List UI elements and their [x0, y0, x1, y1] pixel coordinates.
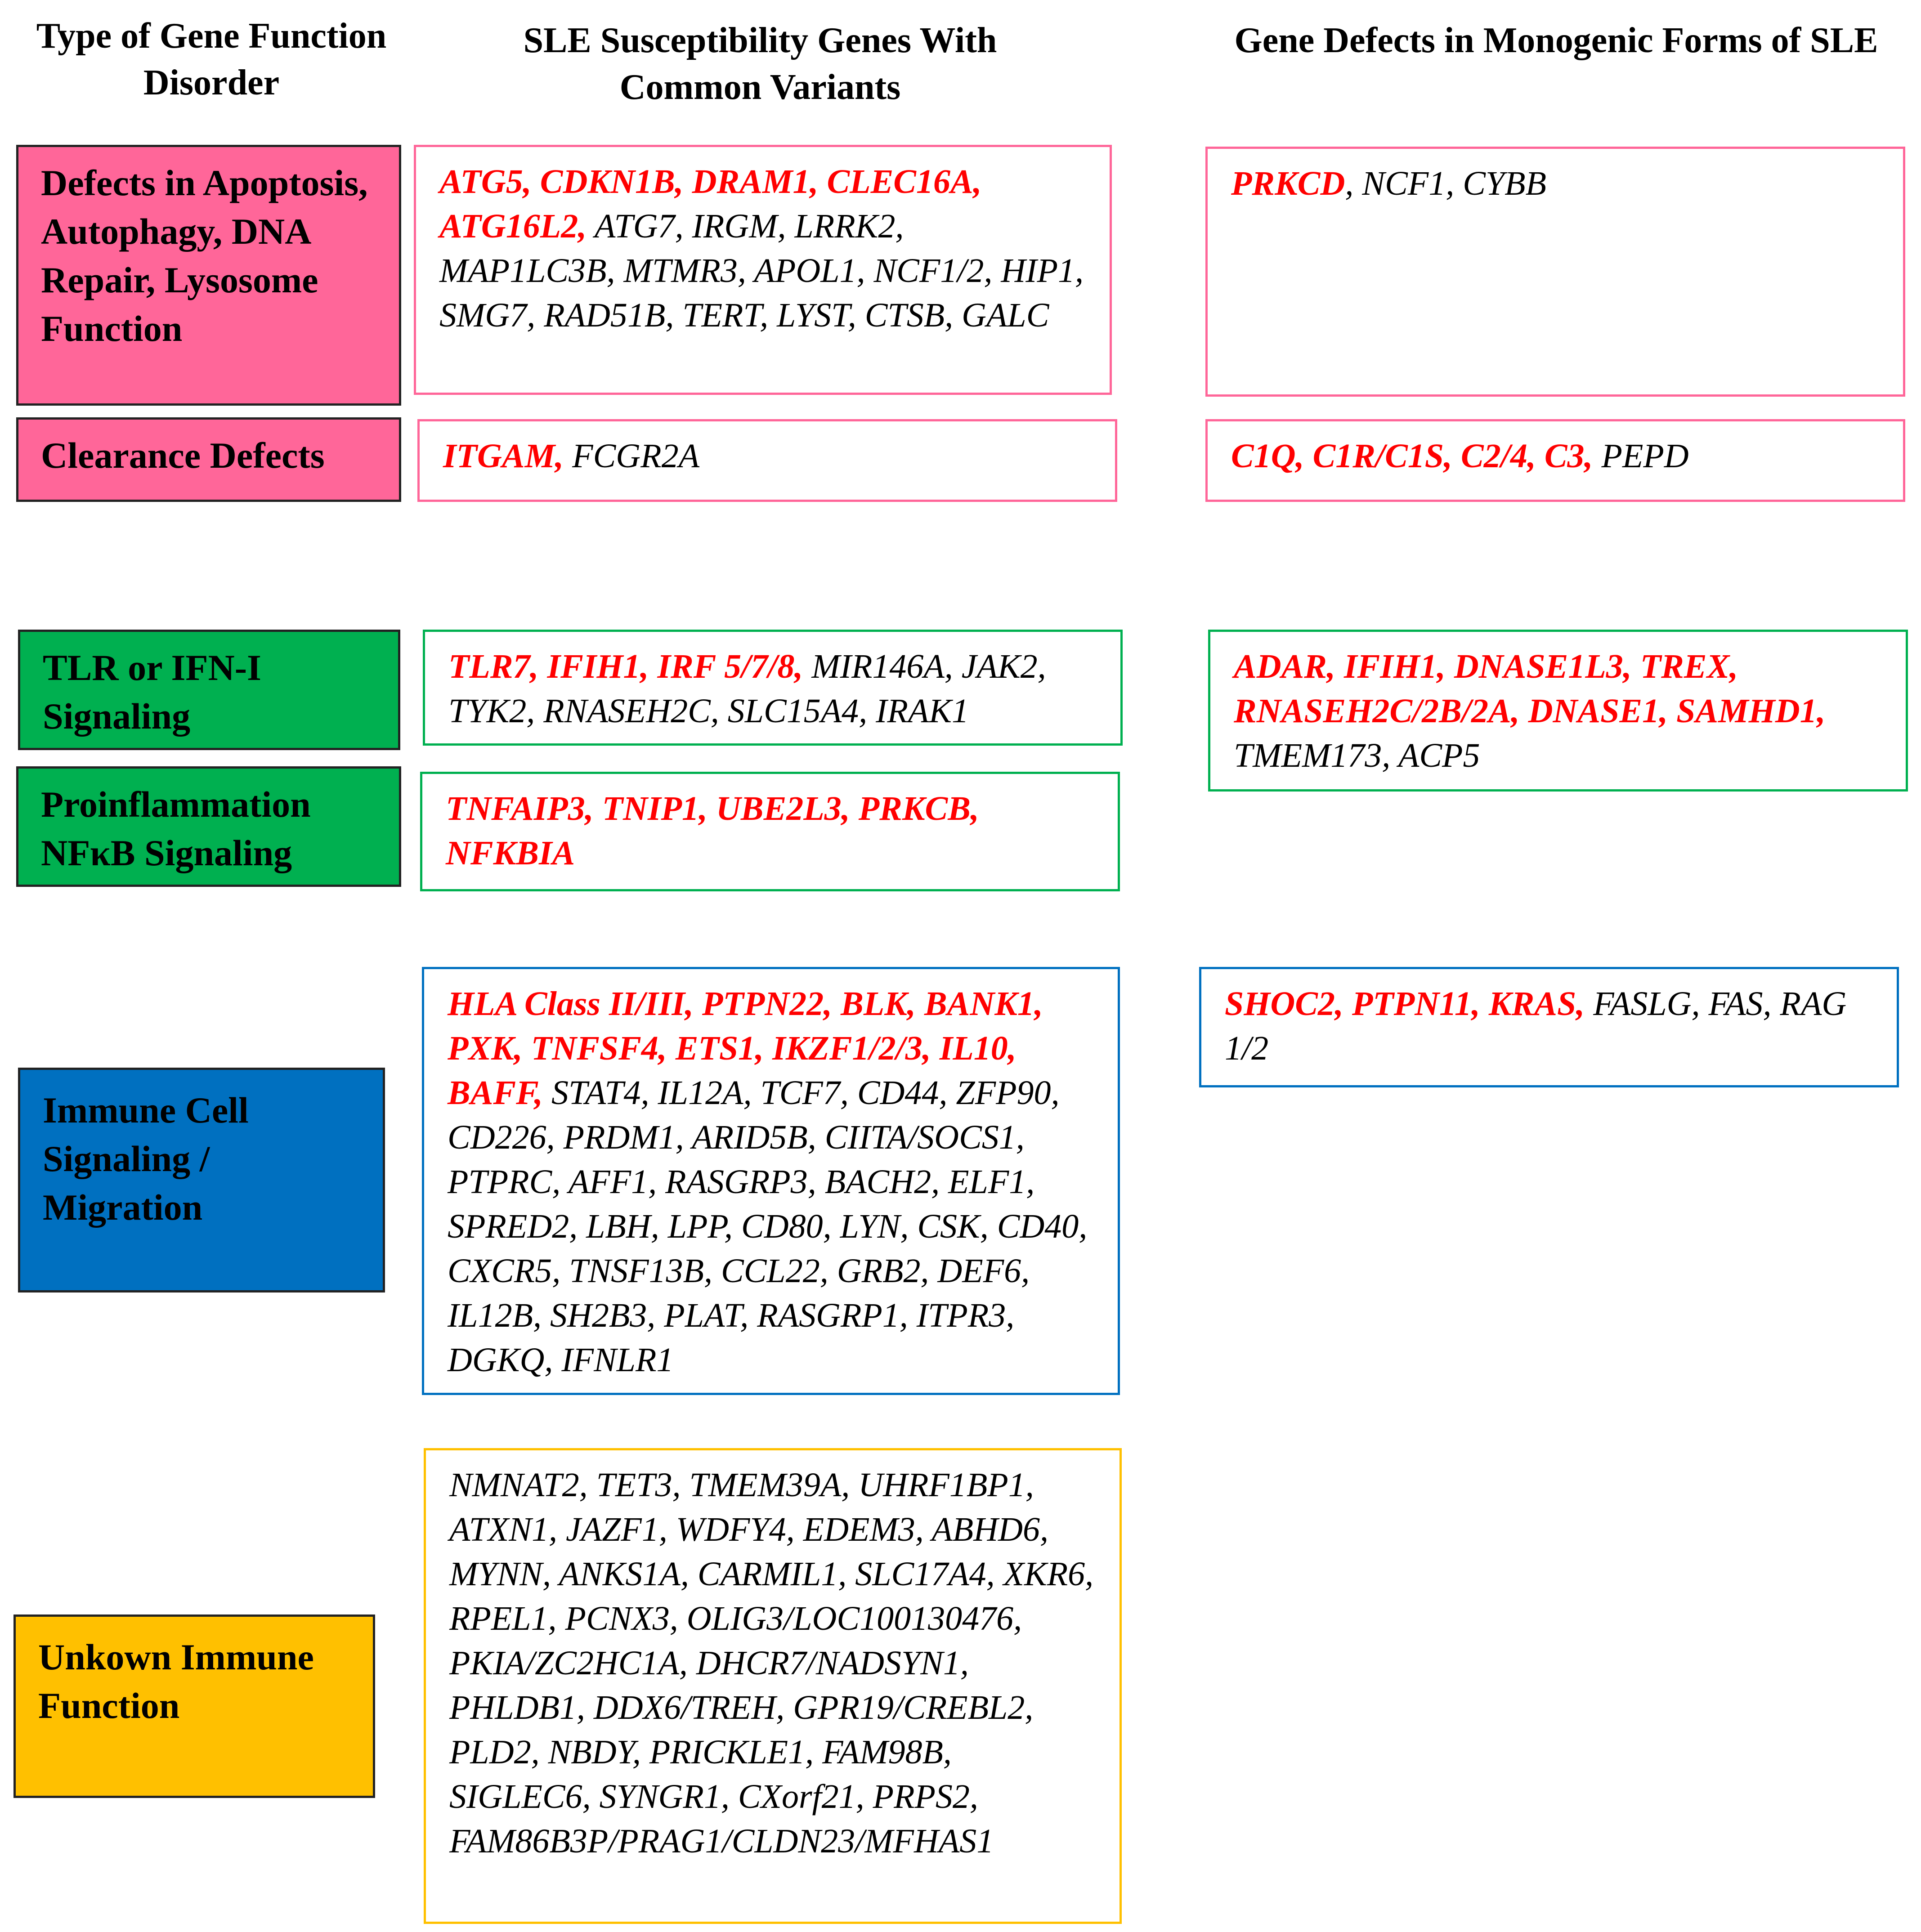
susceptibility-genes-tlr: [423, 630, 1123, 746]
category-apoptosis: Defects in Apoptosis, Autophagy, DNA Repair, Lysosome Function: [16, 145, 401, 406]
other-genes: , NCF1, CYBB: [1345, 165, 1547, 202]
other-genes: ATG7, IRGM, LRRK2, MAP1LC3B, MTMR3, APOL1, NCF1/2, HIP1, SMG7, RAD51B, TERT, LYST, CTSB, GALC: [439, 207, 1084, 334]
susceptibility-genes-clearance: [417, 419, 1117, 502]
susceptibility-genes-immune: [422, 967, 1120, 1395]
susceptibility-genes-unknown: [424, 1448, 1122, 1924]
highlighted-genes: ITGAM,: [443, 437, 564, 475]
column-header-susceptibility-genes: SLE Susceptibility Genes With Common Variants: [523, 21, 997, 107]
category-immune-cell: Immune Cell Signaling / Migration: [18, 1068, 385, 1292]
highlighted-genes: HLA Class II/III, PTPN22, BLK, BANK1, PXK, TNFSF4, ETS1, IKZF1/2/3, IL10, BAFF,: [448, 985, 1043, 1112]
highlighted-genes: SHOC2, PTPN11, KRAS,: [1225, 985, 1585, 1023]
highlighted-genes: PRKCD: [1231, 165, 1345, 202]
monogenic-genes-apoptosis: [1205, 147, 1905, 397]
highlighted-genes: ATG5, CDKN1B, DRAM1, CLEC16A, ATG16L2,: [439, 163, 982, 245]
category-tlr-ifn: TLR or IFN-I Signaling: [18, 630, 400, 750]
other-genes: NMNAT2, TET3, TMEM39A, UHRF1BP1, ATXN1, JAZF1, WDFY4, EDEM3, ABHD6, MYNN, ANKS1A, CARMIL1, SLC17A4, XKR6, RPEL1, PCNX3, OLIG3/LOC100130476, PKIA/ZC2HC1A, DHCR7/NADSYN1, PHLDB1, DDX6/TREH, GPR19/CREBL2, PLD2, NBDY, PRICKLE1, FAM98B, SIGLEC6, SYNGR1, CXorf21, PRPS2, FAM86B3P/PRAG1/CLDN23/MFHAS1: [449, 1466, 1094, 1860]
other-genes: STAT4, IL12A, TCF7, CD44, ZFP90, CD226, PRDM1, ARID5B, CIITA/SOCS1, PTPRC, AFF1, RASGRP3, BACH2, ELF1, SPRED2, LBH, LPP, CD80, LYN, CSK, CD40, CXCR5, TNSF13B, CCL22, GRB2, DEF6, IL12B, SH2B3, PLAT, RASGRP1, ITPR3, DGKQ, IFNLR1: [448, 1074, 1088, 1379]
monogenic-genes-tlr: [1208, 630, 1908, 792]
other-genes: MIR146A, JAK2, TYK2, RNASEH2C, SLC15A4, IRAK1: [448, 648, 1046, 730]
category-clearance: Clearance Defects: [16, 417, 401, 502]
susceptibility-genes-proinflammation: [420, 772, 1120, 891]
other-genes: FASLG, FAS, RAG 1/2: [1225, 985, 1847, 1067]
category-unknown-function: Unkown Immune Function: [13, 1614, 375, 1798]
monogenic-genes-clearance: [1205, 419, 1905, 502]
highlighted-genes: C1Q, C1R/C1S, C2/4, C3,: [1231, 437, 1593, 475]
highlighted-genes: TNFAIP3, TNIP1, UBE2L3, PRKCB, NFKBIA: [446, 790, 979, 872]
column-header-monogenic-defects: Gene Defects in Monogenic Forms of SLE: [1234, 21, 1878, 60]
other-genes: PEPD: [1593, 437, 1689, 475]
other-genes: TMEM173, ACP5: [1234, 737, 1480, 774]
highlighted-genes: ADAR, IFIH1, DNASE1L3, TREX, RNASEH2C/2B/2A, DNASE1, SAMHD1,: [1234, 648, 1826, 730]
category-proinflammation: Proinflammation NFκB Signaling: [16, 766, 401, 887]
highlighted-genes: TLR7, IFIH1, IRF 5/7/8,: [448, 648, 803, 685]
other-genes: FCGR2A: [564, 437, 700, 475]
susceptibility-genes-apoptosis: [414, 145, 1112, 395]
column-header-disorder-type: Type of Gene Function Disorder: [36, 16, 387, 103]
monogenic-genes-immune: [1199, 967, 1899, 1087]
